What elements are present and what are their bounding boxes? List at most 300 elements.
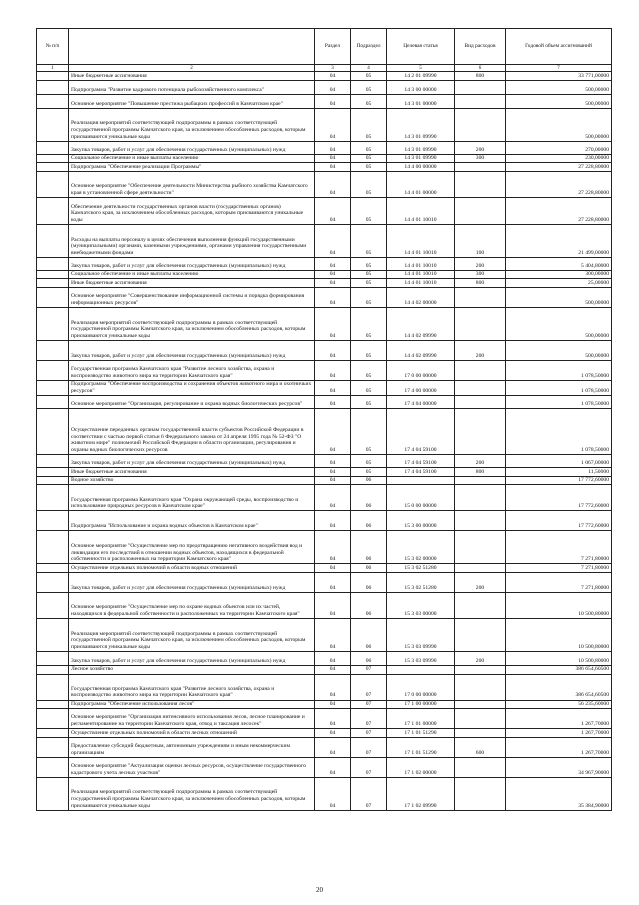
row-name-cell: Основное мероприятие "Осуществление мер по предотвращению негативного воздействия вод и ликвидации его последствий в отношении водных объектов, находящихся в федеральной собственности и расположенных на территории Камчатского края" [69, 531, 315, 564]
row-number-cell [37, 396, 69, 409]
table-row [37, 396, 612, 409]
row-name-cell: Обеспечение деятельности государственных органов власти (государственных органов) Камчатского края, за исключением обособленных расходов, которым присваиваются уникальные коды [69, 197, 315, 224]
row-target-article-cell: 14 4 01 10010 [387, 197, 455, 224]
row-target-article-cell [387, 476, 455, 485]
row-number-cell [37, 674, 69, 700]
row-razdel-cell: 04 [315, 80, 351, 94]
table-row [37, 777, 612, 810]
row-sum-cell: 1 267,70000 [506, 737, 612, 757]
row-sum-cell: 21 499,00000 [506, 224, 612, 257]
row-sum-cell: 1 078,50000 [506, 360, 612, 380]
row-number-cell [37, 257, 69, 270]
row-razdel-cell: 04 [315, 618, 351, 651]
row-expense-type-cell [455, 307, 506, 340]
row-number-cell [37, 757, 69, 777]
table-row [37, 485, 612, 511]
row-number-cell [37, 564, 69, 573]
row-razdel-cell: 04 [315, 141, 351, 154]
row-expense-type-cell [455, 108, 506, 141]
row-razdel-cell: 04 [315, 700, 351, 709]
row-sum-cell: 7 271,80000 [506, 572, 612, 592]
table-row [37, 360, 612, 380]
row-podrazdel-cell: 05 [351, 224, 387, 257]
row-name-cell: Закупка товаров, работ и услуг для обеспечения государственных (муниципальных) нужд [69, 340, 315, 360]
row-name-cell: Основное мероприятие "Организация интенсивного использования лесов, лесное планирование и регламентирование на территории Камчатского края, отвод и таксация лесосек" [69, 709, 315, 729]
row-sum-cell: 1 267,70000 [506, 729, 612, 738]
column-number-row [37, 65, 612, 72]
row-sum-cell: 500,00000 [506, 108, 612, 141]
table-row [37, 380, 612, 395]
row-expense-type-cell [455, 709, 506, 729]
row-podrazdel-cell: 05 [351, 287, 387, 307]
row-expense-type-cell [455, 94, 506, 108]
row-expense-type-cell [455, 618, 506, 651]
table-row [37, 700, 612, 709]
row-name-cell: Реализация мероприятий соответствующей подпрограммы в рамках соответствующей государственной программы Камчатского края, за исключением обособленных расходов, которым присваиваются уникальные коды [69, 307, 315, 340]
row-podrazdel-cell: 06 [351, 572, 387, 592]
row-podrazdel-cell: 05 [351, 279, 387, 288]
row-sum-cell: 1 078,50000 [506, 380, 612, 395]
row-razdel-cell: 04 [315, 455, 351, 468]
row-podrazdel-cell: 05 [351, 380, 387, 395]
row-podrazdel-cell: 06 [351, 511, 387, 531]
row-podrazdel-cell: 05 [351, 108, 387, 141]
column-number: 7 [506, 65, 612, 72]
row-podrazdel-cell: 06 [351, 531, 387, 564]
row-number-cell [37, 737, 69, 757]
table-row [37, 618, 612, 651]
row-number-cell [37, 651, 69, 665]
row-podrazdel-cell: 05 [351, 163, 387, 172]
row-number-cell [37, 531, 69, 564]
row-razdel-cell: 04 [315, 476, 351, 485]
row-expense-type-cell: 200 [455, 572, 506, 592]
row-sum-cell: 270,00000 [506, 141, 612, 154]
row-razdel-cell: 04 [315, 257, 351, 270]
row-expense-type-cell: 600 [455, 737, 506, 757]
table-header-row [37, 29, 612, 65]
table-row [37, 511, 612, 531]
row-target-article-cell: 15 3 00 00000 [387, 511, 455, 531]
row-expense-type-cell [455, 409, 506, 455]
row-razdel-cell: 04 [315, 564, 351, 573]
row-expense-type-cell [455, 700, 506, 709]
row-podrazdel-cell: 06 [351, 592, 387, 618]
row-target-article-cell: 15 3 03 09990 [387, 651, 455, 665]
row-expense-type-cell: 800 [455, 279, 506, 288]
row-expense-type-cell: 100 [455, 224, 506, 257]
row-number-cell [37, 72, 69, 81]
row-razdel-cell: 04 [315, 307, 351, 340]
row-name-cell: Основное мероприятие "Актуализация оценки лесных ресурсов, осуществление государственного кадастрового учета лесных участков" [69, 757, 315, 777]
table-row [37, 257, 612, 270]
row-expense-type-cell [455, 171, 506, 197]
row-podrazdel-cell: 05 [351, 94, 387, 108]
table-row [37, 287, 612, 307]
row-number-cell [37, 511, 69, 531]
header-annual-volume: Годовой объем ассигнований [506, 29, 612, 65]
row-sum-cell: 1 267,70000 [506, 709, 612, 729]
row-name-cell: Расходы на выплаты персоналу в целях обеспечения выполнения функций государственными (муниципальными) органами, казенными учреждениями, органами управления государственными внебюджетными фондами [69, 224, 315, 257]
table-row [37, 729, 612, 738]
column-number: 1 [37, 65, 69, 72]
row-expense-type-cell [455, 665, 506, 674]
row-razdel-cell: 04 [315, 360, 351, 380]
row-expense-type-cell [455, 757, 506, 777]
row-target-article-cell: 14 3 01 09990 [387, 141, 455, 154]
row-number-cell [37, 307, 69, 340]
row-target-article-cell: 14 3 01 09990 [387, 154, 455, 163]
table-row [37, 468, 612, 477]
row-razdel-cell: 04 [315, 511, 351, 531]
row-target-article-cell: 17 1 00 00000 [387, 700, 455, 709]
row-podrazdel-cell: 05 [351, 307, 387, 340]
row-expense-type-cell [455, 476, 506, 485]
row-number-cell [37, 777, 69, 810]
row-razdel-cell: 04 [315, 572, 351, 592]
row-podrazdel-cell: 06 [351, 618, 387, 651]
row-sum-cell: 17 772,60000 [506, 485, 612, 511]
row-sum-cell: 1 067,00000 [506, 455, 612, 468]
table-row [37, 197, 612, 224]
table-row [37, 572, 612, 592]
row-expense-type-cell [455, 777, 506, 810]
row-name-cell: Реализация мероприятий соответствующей подпрограммы в рамках соответствующей государственной программы Камчатского края, за исключением обособленных расходов, которым присваиваются уникальные коды [69, 618, 315, 651]
row-podrazdel-cell: 05 [351, 270, 387, 279]
table-row [37, 665, 612, 674]
row-number-cell [37, 108, 69, 141]
row-sum-cell: 25,00000 [506, 279, 612, 288]
row-number-cell [37, 409, 69, 455]
row-target-article-cell: 17 4 00 00000 [387, 380, 455, 395]
row-sum-cell: 35 384,90000 [506, 777, 612, 810]
column-number: 5 [387, 65, 455, 72]
row-sum-cell: 500,00000 [506, 94, 612, 108]
row-sum-cell: 1 078,50000 [506, 409, 612, 455]
table-body [37, 72, 612, 811]
row-expense-type-cell [455, 360, 506, 380]
table-row [37, 592, 612, 618]
row-name-cell: Закупка товаров, работ и услуг для обеспечения государственных (муниципальных) нужд [69, 651, 315, 665]
row-podrazdel-cell: 05 [351, 72, 387, 81]
column-number: 2 [69, 65, 315, 72]
row-target-article-cell: 14 4 01 10010 [387, 279, 455, 288]
row-target-article-cell: 14 3 01 09990 [387, 108, 455, 141]
row-sum-cell: 27 228,80000 [506, 171, 612, 197]
table-row [37, 72, 612, 81]
header-name [69, 29, 315, 65]
header-number: № п/п [37, 29, 69, 65]
row-expense-type-cell [455, 80, 506, 94]
row-podrazdel-cell: 06 [351, 564, 387, 573]
row-expense-type-cell [455, 396, 506, 409]
budget-table [36, 28, 612, 811]
row-expense-type-cell [455, 729, 506, 738]
row-target-article-cell: 17 4 04 59100 [387, 409, 455, 455]
row-sum-cell: 500,00000 [506, 80, 612, 94]
row-expense-type-cell: 800 [455, 468, 506, 477]
row-expense-type-cell: 200 [455, 257, 506, 270]
row-name-cell: Предоставление субсидий бюджетным, автономным учреждениям и иным некоммерческим организациям [69, 737, 315, 757]
row-number-cell [37, 163, 69, 172]
row-sum-cell: 1 078,50000 [506, 396, 612, 409]
row-target-article-cell: 17 1 02 00000 [387, 757, 455, 777]
row-razdel-cell: 04 [315, 396, 351, 409]
row-name-cell: Основное мероприятие "Совершенствование информационной системы и порядка формирования информационных ресурсов" [69, 287, 315, 307]
row-podrazdel-cell: 07 [351, 737, 387, 757]
row-razdel-cell: 04 [315, 757, 351, 777]
row-razdel-cell: 04 [315, 531, 351, 564]
row-sum-cell: 5 404,80000 [506, 257, 612, 270]
row-expense-type-cell [455, 531, 506, 564]
row-razdel-cell: 04 [315, 709, 351, 729]
header-expense-type: Вид расходов [455, 29, 506, 65]
row-sum-cell: 500,00000 [506, 307, 612, 340]
row-target-article-cell: 14 2 01 09990 [387, 72, 455, 81]
row-razdel-cell: 04 [315, 340, 351, 360]
row-number-cell [37, 360, 69, 380]
row-podrazdel-cell: 06 [351, 476, 387, 485]
row-razdel-cell: 04 [315, 674, 351, 700]
row-target-article-cell: 15 3 02 00000 [387, 531, 455, 564]
row-razdel-cell: 04 [315, 729, 351, 738]
row-razdel-cell: 04 [315, 592, 351, 618]
row-name-cell: Иные бюджетные ассигнования [69, 72, 315, 81]
row-number-cell [37, 279, 69, 288]
row-razdel-cell: 04 [315, 224, 351, 257]
row-name-cell: Иные бюджетные ассигнования [69, 279, 315, 288]
row-target-article-cell: 15 0 00 00000 [387, 485, 455, 511]
row-sum-cell: 27 228,80000 [506, 163, 612, 172]
row-target-article-cell: 17 0 00 00000 [387, 360, 455, 380]
table-row [37, 531, 612, 564]
row-expense-type-cell: 300 [455, 154, 506, 163]
row-target-article-cell: 17 1 01 51290 [387, 737, 455, 757]
row-sum-cell: 34 967,90000 [506, 757, 612, 777]
row-target-article-cell: 17 0 00 00000 [387, 674, 455, 700]
row-razdel-cell: 04 [315, 665, 351, 674]
row-sum-cell: 10 500,80000 [506, 651, 612, 665]
table-row [37, 279, 612, 288]
row-name-cell: Основное мероприятие "Повышение престижа рыбацких профессий в Камчатском крае" [69, 94, 315, 108]
row-razdel-cell: 04 [315, 737, 351, 757]
row-razdel-cell: 04 [315, 270, 351, 279]
row-number-cell [37, 572, 69, 592]
row-name-cell: Подпрограмма "Развитие кадрового потенциала рыбохозяйственного комплекса" [69, 80, 315, 94]
row-razdel-cell: 04 [315, 287, 351, 307]
table-row [37, 163, 612, 172]
row-expense-type-cell [455, 163, 506, 172]
table-row [37, 737, 612, 757]
row-name-cell: Осуществление отдельных полномочий в области водных отношений [69, 564, 315, 573]
row-razdel-cell: 04 [315, 777, 351, 810]
row-expense-type-cell: 200 [455, 340, 506, 360]
row-number-cell [37, 80, 69, 94]
row-name-cell: Государственная программа Камчатского края "Развитие лесного хозяйства, охрана и воспроизводство животного мира на территории Камчатского края" [69, 674, 315, 700]
row-podrazdel-cell: 05 [351, 197, 387, 224]
row-number-cell [37, 287, 69, 307]
row-expense-type-cell [455, 380, 506, 395]
table-row [37, 154, 612, 163]
row-sum-cell: 10 500,80000 [506, 592, 612, 618]
row-name-cell: Иные бюджетные ассигнования [69, 468, 315, 477]
row-target-article-cell: 17 1 01 51290 [387, 729, 455, 738]
row-target-article-cell: 17 4 04 59100 [387, 455, 455, 468]
row-number-cell [37, 154, 69, 163]
row-target-article-cell: 14 4 01 10010 [387, 270, 455, 279]
row-expense-type-cell [455, 592, 506, 618]
row-podrazdel-cell: 07 [351, 700, 387, 709]
table-row [37, 674, 612, 700]
row-razdel-cell: 04 [315, 154, 351, 163]
row-number-cell [37, 665, 69, 674]
row-expense-type-cell: 200 [455, 651, 506, 665]
row-podrazdel-cell: 07 [351, 777, 387, 810]
row-name-cell: Закупка товаров, работ и услуг для обеспечения государственных (муниципальных) нужд [69, 141, 315, 154]
row-razdel-cell: 04 [315, 94, 351, 108]
table-row [37, 455, 612, 468]
table-row [37, 270, 612, 279]
row-razdel-cell: 04 [315, 279, 351, 288]
table-row [37, 80, 612, 94]
row-number-cell [37, 618, 69, 651]
row-sum-cell: 17 772,60000 [506, 511, 612, 531]
row-name-cell: Государственная программа Камчатского края "Развитие лесного хозяйства, охрана и воспроизводство животного мира на территории Камчатского края" [69, 360, 315, 380]
row-expense-type-cell [455, 511, 506, 531]
row-sum-cell: 7 271,80000 [506, 531, 612, 564]
row-podrazdel-cell: 06 [351, 651, 387, 665]
table-row [37, 709, 612, 729]
column-number: 4 [351, 65, 387, 72]
row-name-cell: Подпрограмма "Обеспечение использования лесов" [69, 700, 315, 709]
row-razdel-cell: 04 [315, 651, 351, 665]
row-sum-cell: 386 654,60500 [506, 674, 612, 700]
table-row [37, 651, 612, 665]
row-sum-cell: 300,00000 [506, 270, 612, 279]
row-target-article-cell: 14 4 02 09990 [387, 307, 455, 340]
row-podrazdel-cell: 07 [351, 665, 387, 674]
row-sum-cell: 10 500,80000 [506, 618, 612, 651]
row-name-cell: Реализация мероприятий соответствующей подпрограммы в рамках соответствующей государственной программы Камчатского края, за исключением обособленных расходов, которым присваиваются уникальные коды [69, 777, 315, 810]
table-row [37, 340, 612, 360]
row-expense-type-cell: 300 [455, 270, 506, 279]
budget-table-page [36, 28, 611, 811]
row-number-cell [37, 141, 69, 154]
row-podrazdel-cell: 05 [351, 468, 387, 477]
page-number: 20 [316, 886, 323, 894]
row-sum-cell: 386 654,60500 [506, 665, 612, 674]
header-podrazdel: Подраздел [351, 29, 387, 65]
row-razdel-cell: 04 [315, 485, 351, 511]
row-podrazdel-cell: 05 [351, 80, 387, 94]
row-target-article-cell: 15 3 03 00000 [387, 592, 455, 618]
column-number: 3 [315, 65, 351, 72]
row-name-cell: Реализация мероприятий соответствующей подпрограммы в рамках соответствующей государственной программы Камчатского края, за исключением обособленных расходов, которым присваиваются уникальные коды [69, 108, 315, 141]
header-target-article: Целевая статья [387, 29, 455, 65]
row-sum-cell: 17 772,60000 [506, 476, 612, 485]
table-row [37, 224, 612, 257]
row-target-article-cell: 15 3 02 51280 [387, 572, 455, 592]
row-podrazdel-cell: 07 [351, 674, 387, 700]
row-name-cell: Закупка товаров, работ и услуг для обеспечения государственных (муниципальных) нужд [69, 572, 315, 592]
table-row [37, 141, 612, 154]
table-row [37, 757, 612, 777]
row-expense-type-cell: 200 [455, 141, 506, 154]
row-name-cell: Основное мероприятие "Осуществление мер по охране водных объектов или их частей, находящихся в федеральной собственности и расположенных на территории Камчатского края" [69, 592, 315, 618]
row-name-cell: Подпрограмма "Использование и охрана водных объектов в Камчатском крае" [69, 511, 315, 531]
row-podrazdel-cell: 05 [351, 257, 387, 270]
row-name-cell: Государственная программа Камчатского края "Охрана окружающей среды, воспроизводство и использование природных ресурсов в Камчатском крае" [69, 485, 315, 511]
row-name-cell: Социальное обеспечение и иные выплаты населению [69, 270, 315, 279]
row-target-article-cell: 14 3 00 00000 [387, 80, 455, 94]
row-target-article-cell: 14 4 02 00000 [387, 287, 455, 307]
table-row [37, 307, 612, 340]
row-number-cell [37, 380, 69, 395]
table-row [37, 476, 612, 485]
header-razdel: Раздел [315, 29, 351, 65]
row-number-cell [37, 270, 69, 279]
row-number-cell [37, 476, 69, 485]
table-row [37, 94, 612, 108]
row-number-cell [37, 197, 69, 224]
row-target-article-cell: 14 4 02 09990 [387, 340, 455, 360]
row-razdel-cell: 04 [315, 197, 351, 224]
row-podrazdel-cell: 05 [351, 455, 387, 468]
row-name-cell: Подпрограмма "Обеспечение реализации Программы" [69, 163, 315, 172]
row-podrazdel-cell: 05 [351, 409, 387, 455]
table-row [37, 564, 612, 573]
row-sum-cell: 500,00000 [506, 340, 612, 360]
row-number-cell [37, 171, 69, 197]
row-sum-cell: 33 771,00000 [506, 72, 612, 81]
row-sum-cell: 11,50000 [506, 468, 612, 477]
row-number-cell [37, 485, 69, 511]
row-target-article-cell: 14 3 01 00000 [387, 94, 455, 108]
row-name-cell: Социальное обеспечение и иные выплаты населению [69, 154, 315, 163]
row-name-cell: Осуществление переданных органам государственной власти субъектов Российской Федерации в соответствии с частью первой статьи 6 Федерального закона от 24 апреля 1995 года № 52-ФЗ "О животном мире" полномочий Российской Федерации в области организации, регулирования и охраны водных биологических ресурсов [69, 409, 315, 455]
row-number-cell [37, 94, 69, 108]
row-expense-type-cell: 800 [455, 72, 506, 81]
row-razdel-cell: 04 [315, 380, 351, 395]
row-name-cell: Основное мероприятие "Организация, регулирование и охрана водных биологических ресурсов" [69, 396, 315, 409]
row-name-cell: Закупка товаров, работ и услуг для обеспечения государственных (муниципальных) нужд [69, 455, 315, 468]
row-target-article-cell: 17 4 04 00000 [387, 396, 455, 409]
table-row [37, 171, 612, 197]
row-expense-type-cell [455, 485, 506, 511]
row-sum-cell: 7 271,80000 [506, 564, 612, 573]
row-sum-cell: 27 228,80000 [506, 197, 612, 224]
row-number-cell [37, 455, 69, 468]
row-podrazdel-cell: 07 [351, 729, 387, 738]
row-expense-type-cell [455, 287, 506, 307]
table-row [37, 409, 612, 455]
row-sum-cell: 230,00000 [506, 154, 612, 163]
row-number-cell [37, 729, 69, 738]
row-target-article-cell: 17 1 01 00000 [387, 709, 455, 729]
row-target-article-cell: 14 4 01 00000 [387, 171, 455, 197]
row-target-article-cell: 15 3 02 51280 [387, 564, 455, 573]
row-target-article-cell: 14 4 01 10010 [387, 257, 455, 270]
row-expense-type-cell [455, 674, 506, 700]
row-name-cell: Подпрограмма "Обеспечение воспроизводства и сохранения объектов животного мира и охотничьих ресурсов" [69, 380, 315, 395]
row-podrazdel-cell: 05 [351, 154, 387, 163]
row-podrazdel-cell: 05 [351, 360, 387, 380]
row-razdel-cell: 04 [315, 468, 351, 477]
row-name-cell: Осуществление отдельных полномочий в области лесных отношений [69, 729, 315, 738]
row-razdel-cell: 04 [315, 409, 351, 455]
row-podrazdel-cell: 06 [351, 485, 387, 511]
row-razdel-cell: 04 [315, 108, 351, 141]
